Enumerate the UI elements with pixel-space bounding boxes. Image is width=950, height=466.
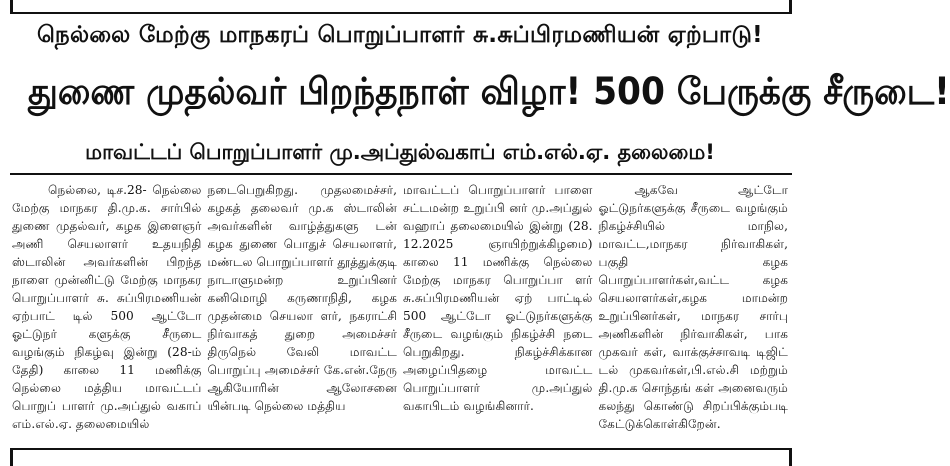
bottom-border	[10, 448, 792, 466]
column-text: நடைபெறுகிறது. முதலமைச்சர், கழகத் தலைவர் மு.க ஸ்டாலின் அவர்களின் வாழ்த்துகளு டன் கழக துணை பொதுச் செயலாளர், மண்டல பொறுப்பாளர் தூத்துக்குடி நாடாளுமன்ற உறுப்பினர் கனிமொழி கருணாநிதி, கழக முதன்மை செயலா ளர், நகராட்சி நிர்வாகத் துறை அமைச்சர் திருநெல் வேலி மாவட்ட பொறுப்பு அமைச்சர் கே.என்.நேரு ஆகியோரின் ஆலோசனை யின்படி நெல்லை மத்திய	[207, 183, 397, 413]
column-text: நெல்லை, டிச.28- நெல்லை மேற்கு மாநகர தி.மு.க. சார்பில் துணை முதல்வர், கழக இளைஞர் அணி செயலாளர் உதயநிதி ஸ்டாலின் அவர்களின் பிறந்த நாளை முன்னிட்டு மேற்கு மாநகர பொறுப்பாளர் சு. சுப்பிரமணியன் ஏற்பாட் டில் 500 ஆட்டோ ஓட்டுநர் களுக்கு சீருடை வழங்கும் நிகழ்வு இன்று (28-ம் தேதி) காலை 11 மணிக்கு நெல்லை மத்திய மாவட்டப் பொறுப் பாளர் மு.அப்துல் வகாப் எம்.எல்.ஏ. தலைமையில்	[12, 183, 202, 431]
subheadline: மாவட்டப் பொறுப்பாளர் மு.அப்துல்வகாப் எம்.எல்.ஏ. தலைமை!	[85, 140, 715, 164]
column-text: ஆகவே ஆட்டோ ஓட்டுநர்களுக்கு சீருடை வழங்கும் நிகழ்ச்சியில் மாநில, மாவட்ட,மாநகர நிர்வாகிகள், பகுதி கழக பொறுப்பாளர்கள்,வட்ட கழக செயலாளர்கள்,கழக மாமன்ற உறுப்பினர்கள், மாநகர சார்பு அணிகளின் நிர்வாகிகள், பாக முகவர் கள், வாக்குச்சாவடி டிஜிட் டல் முகவர்கள்,பி.எல்.சி மற்றும் தி.மு.க சொந்தங் கள் அனைவரும் கலந்து கொண்டு சிறப்பிக்கும்படி கேட்டுக்கொள்கிறேன்.	[598, 183, 788, 431]
divider	[10, 173, 792, 175]
article-body	[12, 181, 788, 443]
top-border	[10, 0, 792, 14]
article-column-1	[12, 181, 202, 443]
column-text: மாவட்டப் பொறுப்பாளர் பாளை சட்டமன்ற உறுப்பி னர் மு.அப்துல் வஹாப் தலைமையில் இன்று (28. 12.2025 ஞாயிற்றுக்கிழமை) காலை 11 மணிக்கு நெல்லை மேற்கு மாநகர பொறுப்பா ளர் சு.சுப்பிரமணியன் ஏற் பாட்டில் 500 ஆட்டோ ஓட்டுநர்களுக்கு சீருடை வழங்கும் நிகழ்ச்சி நடை பெறுகிறது. நிகழ்ச்சிக்கான அழைப்பிதழை மாவட்ட பொறுப்பாளர் மு.அப்துல் வகாபிடம் வழங்கினார்.	[403, 183, 593, 413]
kicker-line: நெல்லை மேற்கு மாநகரப் பொறுப்பாளர் சு.சுப்பிரமணியன் ஏற்பாடு!	[37, 22, 763, 48]
article-column-4	[599, 181, 789, 443]
article-column-3	[403, 181, 593, 443]
article-column-2	[208, 181, 398, 443]
headline: துணை முதல்வர் பிறந்தநாள் விழா! 500 பேருக்கு சீருடை!	[28, 70, 950, 113]
